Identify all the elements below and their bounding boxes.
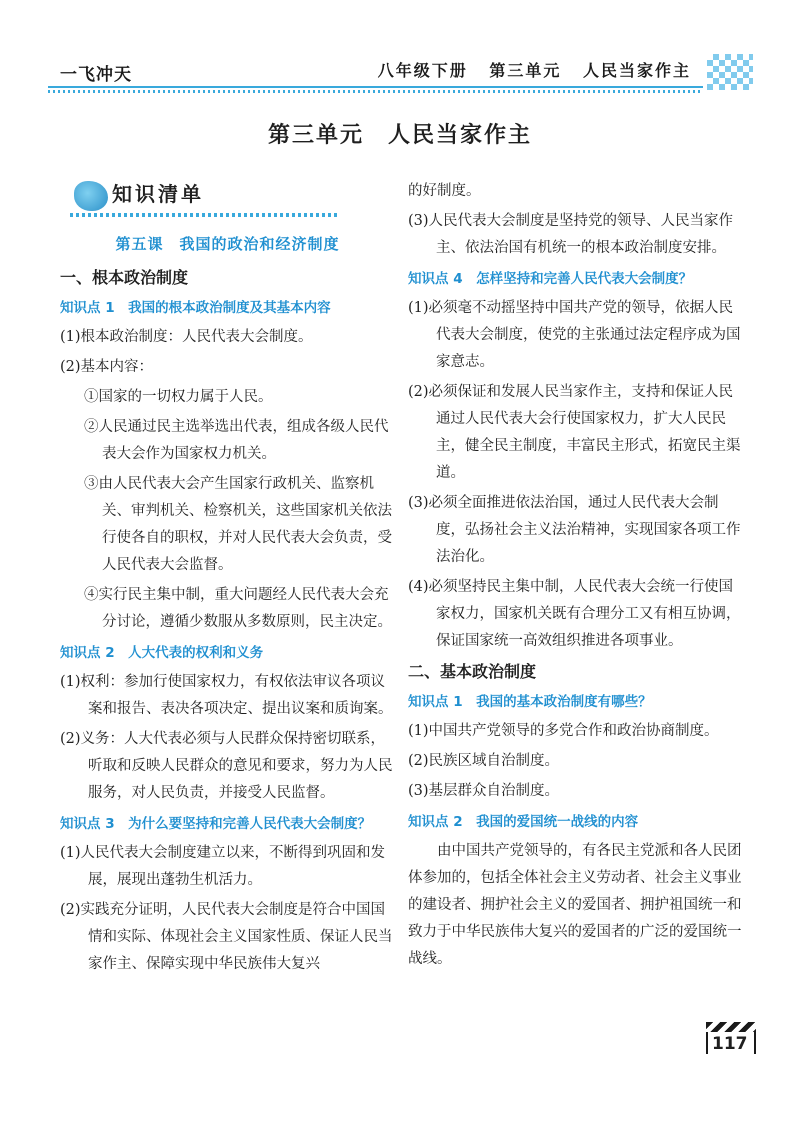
puzzle-icon: [74, 181, 108, 211]
knowledge-point-heading: 知识点 3 为什么要坚持和完善人民代表大会制度？: [60, 816, 372, 832]
list-item: (3)基层群众自治制度。: [408, 783, 560, 799]
page-header: [48, 50, 753, 90]
right-column: [408, 178, 746, 973]
header-rule: [48, 86, 703, 88]
list-item: (3)必须全面推进依法治国，通过人民代表大会制度，弘扬社会主义法治精神，实现国家各项工作法治化。: [408, 495, 741, 565]
list-item: (2)民族区域自治制度。: [408, 753, 560, 769]
list-item: (2)必须保证和发展人民当家作主，支持和保证人民通过人民代表大会行使国家权力，扩大人民民主，健全民主制度，丰富民主形式，拓宽民主渠道。: [408, 384, 741, 481]
list-item: (2)基本内容：: [60, 359, 154, 375]
brand-logo: 一飞冲天: [60, 65, 132, 85]
header-dotted-rule: [48, 90, 703, 93]
running-head: [364, 58, 691, 81]
clapper-stripes: [706, 1022, 756, 1032]
sub-list-item: ②人民通过民主选举选出代表，组成各级人民代表大会作为国家权力机关。: [84, 419, 389, 462]
lesson-title: 第五课 我国的政治和经济制度: [115, 235, 340, 253]
list-item: (1)权利：参加行使国家权力，有权依法审议各项议案和报告、表决各项决定、提出议案和质询案。: [60, 674, 393, 717]
left-column: [60, 175, 395, 981]
sub-list-item: ①国家的一切权力属于人民。: [84, 389, 273, 405]
section-heading: 二、基本政治制度: [408, 662, 537, 681]
list-item: (1)根本政治制度：人民代表大会制度。: [60, 329, 313, 345]
section-heading: 一、根本政治制度: [60, 268, 189, 287]
list-item: (1)人民代表大会制度建立以来，不断得到巩固和发展，展现出蓬勃生机活力。: [60, 845, 386, 888]
page-number: 117: [712, 1034, 748, 1054]
banner-title: 知识清单: [112, 182, 204, 206]
list-item-continuation: 的好制度。: [408, 183, 481, 199]
list-item: (1)中国共产党领导的多党合作和政治协商制度。: [408, 723, 719, 739]
knowledge-point-heading: 知识点 2 我国的爱国统一战线的内容: [408, 814, 639, 830]
knowledge-point-heading: 知识点 1 我国的根本政治制度及其基本内容: [60, 300, 331, 316]
knowledge-point-heading: 知识点 4 怎样坚持和完善人民代表大会制度？: [408, 271, 693, 287]
list-item: (2)义务：人大代表必须与人民群众保持密切联系，听取和反映人民群众的意见和要求，努力为人民服务，对人民负责，并接受人民监督。: [60, 731, 393, 801]
list-item: (2)实践充分证明，人民代表大会制度是符合中国国情和实际、体现社会主义国家性质、保证人民当家作主、保障实现中华民族伟大复兴: [60, 902, 393, 972]
grade-label: 八年级下册: [377, 61, 468, 80]
page-number-badge: [706, 1022, 756, 1052]
page-title: 第三单元 人民当家作主: [267, 123, 532, 148]
unit-label: 第三单元: [489, 61, 562, 80]
list-item: (4)必须坚持民主集中制，人民代表大会统一行使国家权力，国家机关既有合理分工又有相互协调，保证国家统一高效组织推进各项事业。: [408, 579, 741, 649]
knowledge-banner: [60, 175, 395, 225]
sub-list-item: ③由人民代表大会产生国家行政机关、监察机关、审判机关、检察机关，这些国家机关依法行使各自的职权，并对人民代表大会负责，受人民代表大会监督。: [84, 476, 392, 573]
banner-rule: [70, 213, 340, 217]
paragraph: 由中国共产党领导的，有各民主党派和各人民团体参加的，包括全体社会主义劳动者、社会主义事业的建设者、拥护社会主义的爱国者、拥护祖国统一和致力于中华民族伟大复兴的爱国者的广泛的爱国统一战线。: [408, 843, 742, 967]
knowledge-point-heading: 知识点 2 人大代表的权利和义务: [60, 645, 264, 661]
unit-title-label: 人民当家作主: [582, 61, 691, 80]
list-item: (1)必须毫不动摇坚持中国共产党的领导，依据人民代表大会制度，使党的主张通过法定程序成为国家意志。: [408, 300, 741, 370]
list-item: (3)人民代表大会制度是坚持党的领导、人民当家作主、依法治国有机统一的根本政治制度安排。: [408, 213, 734, 256]
knowledge-point-heading: 知识点 1 我国的基本政治制度有哪些？: [408, 694, 652, 710]
checker-decoration: [707, 54, 753, 90]
sub-list-item: ④实行民主集中制，重大问题经人民代表大会充分讨论，遵循少数服从多数原则，民主决定。: [84, 587, 392, 630]
